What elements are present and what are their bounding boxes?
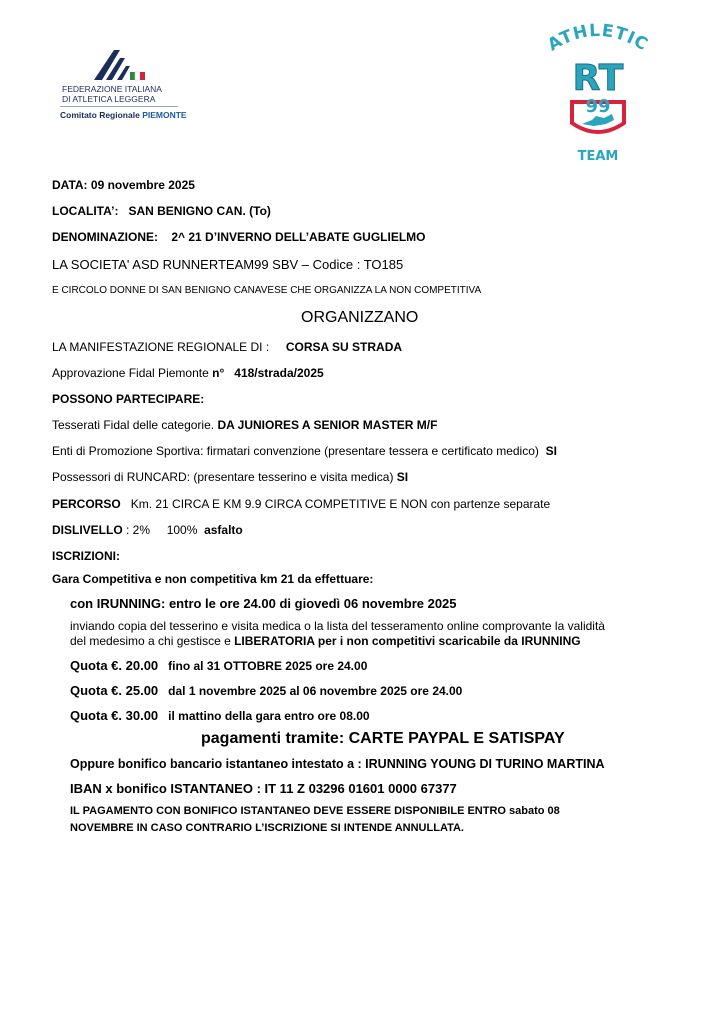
enti-bold: SI: [545, 444, 557, 458]
dislivello-label: DISLIVELLO: [52, 523, 123, 537]
manifestazione-row: [52, 340, 402, 354]
invio-line1: inviando copia del tesserino e visita medica o la lista del tesseramento online comprovante la validità: [70, 619, 605, 633]
quota-text: il mattino della gara entro ore 08.00: [168, 709, 370, 723]
manifestazione-value: CORSA SU STRADA: [285, 340, 403, 354]
invio-line2-text: del medesimo a chi gestisce e: [70, 634, 231, 648]
localita-value: SAN BENIGNO CAN. (To): [128, 204, 271, 218]
data-value: 09 novembre 2025: [90, 178, 195, 192]
fidal-comitato-label: Comitato Regionale: [60, 110, 140, 120]
team-mid: RT: [572, 58, 624, 99]
quota-label: Quota €. 30.00: [70, 708, 159, 723]
tesserati-row: [52, 418, 437, 432]
percorso-label: PERCORSO: [52, 497, 121, 511]
pagamenti-line: pagamenti tramite: CARTE PAYPAL E SATISPAY: [201, 730, 565, 747]
quota-row: [70, 658, 367, 673]
fidal-comitato: [60, 110, 187, 120]
runcard-text: Possessori di RUNCARD: (presentare tesserino e visita medica): [52, 470, 394, 484]
approvazione-row: [52, 366, 324, 380]
avviso-line1: IL PAGAMENTO CON BONIFICO ISTANTANEO DEVE ESSERE DISPONIBILE ENTRO sabato 08: [70, 805, 560, 817]
percorso-text: Km. 21 CIRCA E KM 9.9 CIRCA COMPETITIVE E NON con partenze separate: [130, 497, 551, 511]
approvazione-label: Approvazione Fidal Piemonte: [52, 366, 209, 380]
irunning-line: con IRUNNING: entro le ore 24.00 di giovedì 06 novembre 2025: [70, 596, 457, 611]
tesserati-bold: DA JUNIORES A SENIOR MASTER M/F: [217, 418, 438, 432]
manifestazione-label: LA MANIFESTAZIONE REGIONALE DI :: [52, 340, 270, 354]
team-num: 99: [585, 96, 611, 117]
possono-heading: POSSONO PARTECIPARE:: [52, 392, 205, 406]
circolo-line: E CIRCOLO DONNE DI SAN BENIGNO CANAVESE CHE ORGANIZZA LA NON COMPETITIVA: [52, 285, 482, 296]
fidal-line1: FEDERAZIONE ITALIANA: [62, 84, 162, 94]
quota-label: Quota €. 20.00: [70, 658, 159, 673]
team-bottom: TEAM: [577, 149, 619, 164]
dislivello-bold: asfalto: [204, 523, 243, 537]
data-row: [52, 178, 195, 192]
team-top: ATHLETIC: [544, 20, 652, 56]
approvazione-value: 418/strada/2025: [234, 366, 324, 380]
invio-line2: [70, 634, 581, 648]
team-logo-graphic: [538, 20, 658, 166]
runcard-bold: SI: [396, 470, 409, 484]
localita-label: LOCALITA’:: [52, 204, 119, 218]
data-label: DATA:: [52, 178, 88, 192]
approvazione-n: n°: [212, 366, 225, 380]
fidal-divider: [60, 106, 178, 107]
fidal-line2: DI ATLETICA LEGGERA: [62, 94, 156, 104]
bonifico-line: Oppure bonifico bancario istantaneo intestato a : IRUNNING YOUNG DI TURINO MARTINA: [70, 757, 605, 771]
iscrizioni-heading: ISCRIZIONI:: [52, 549, 120, 563]
percorso-row: [52, 497, 550, 511]
denominazione-value: 2^ 21 D’INVERNO DELL’ABATE GUGLIELMO: [171, 230, 426, 244]
svg-text:ATHLETIC: [544, 21, 651, 56]
denominazione-label: DENOMINAZIONE:: [52, 230, 158, 244]
runcard-row: [52, 470, 408, 484]
fidal-emblem: [90, 44, 150, 84]
fidal-region: PIEMONTE: [142, 110, 187, 120]
localita-row: [52, 204, 271, 218]
iban-line: IBAN x bonifico ISTANTANEO : IT 11 Z 03296 01601 0000 67377: [70, 781, 457, 796]
team-logo: [538, 20, 658, 166]
enti-text: Enti di Promozione Sportiva: firmatari convenzione (presentare tessera e certificato medico): [52, 444, 539, 458]
quota-row: [70, 708, 370, 723]
organizzano-heading: ORGANIZZANO: [301, 309, 419, 326]
quota-text: dal 1 novembre 2025 al 06 novembre 2025 ore 24.00: [168, 684, 463, 698]
denominazione-row: [52, 230, 426, 244]
enti-row: [52, 444, 557, 458]
invio-line2-bold: LIBERATORIA per i non competitivi scaricabile da IRUNNING: [234, 634, 581, 648]
dislivello-text: : 2% 100%: [126, 523, 198, 537]
societa-line: LA SOCIETA' ASD RUNNERTEAM99 SBV – Codice : TO185: [52, 257, 404, 272]
quota-label: Quota €. 25.00: [70, 683, 159, 698]
fidal-logo: [60, 44, 190, 126]
quota-text: fino al 31 OTTOBRE 2025 ore 24.00: [168, 659, 368, 673]
gara-line: Gara Competitiva e non competitiva km 21 da effettuare:: [52, 572, 374, 586]
avviso-line2: NOVEMBRE IN CASO CONTRARIO L’ISCRIZIONE SI INTENDE ANNULLATA.: [70, 822, 464, 834]
dislivello-row: [52, 523, 243, 537]
tesserati-text: Tesserati Fidal delle categorie.: [52, 418, 215, 432]
quota-row: [70, 683, 462, 698]
